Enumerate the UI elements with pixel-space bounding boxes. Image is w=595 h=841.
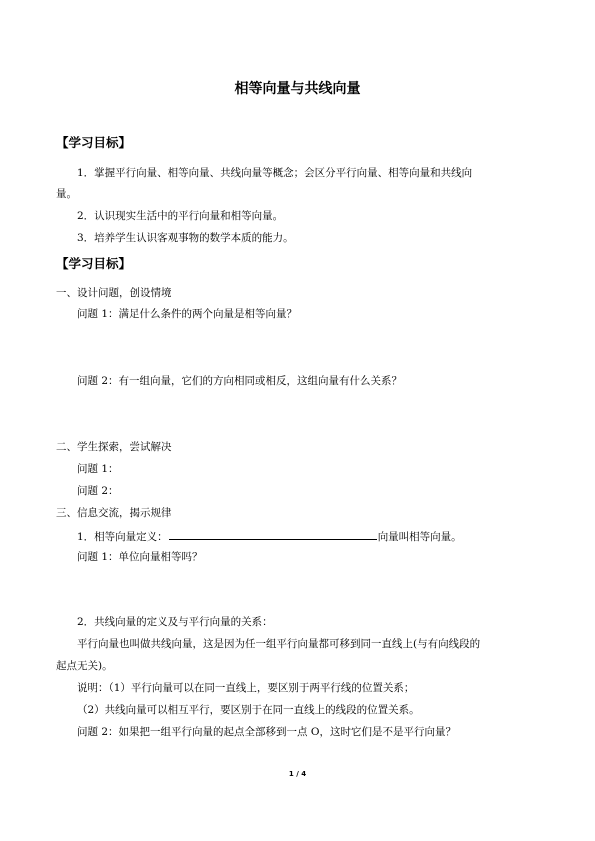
parallel-vector-paragraph: 平行向量也叫做共线向量，这是因为任一组平行向量都可移到同一直线上(与有向线段的 — [77, 638, 481, 650]
section-heading-goals: 【学习目标】 — [56, 135, 132, 150]
section-1-question-2: 问题 2：有一组向量，它们的方向相同或相反，这组向量有什么关系？ — [77, 375, 403, 387]
goal-item-1: 1．掌握平行向量、相等向量、共线向量等概念；会区分平行向量、相等向量和共线向 — [77, 167, 473, 179]
page-title: 相等向量与共线向量 — [234, 81, 361, 97]
definition-suffix: 向量叫相等向量。 — [377, 531, 462, 543]
section-heading-goals-2: 【学习目标】 — [56, 256, 132, 271]
section-3-question-2: 问题 2：如果把一组平行向量的起点全部移到一点 O，这时它们是不是平行向量？ — [77, 726, 456, 738]
section-1-question-1: 问题 1：满足什么条件的两个向量是相等向量？ — [77, 308, 298, 320]
equal-vector-definition — [77, 528, 462, 544]
definition-prefix: 1．相等向量定义： — [77, 531, 168, 543]
goal-item-2: 2．认识现实生活中的平行向量和相等向量。 — [77, 210, 284, 222]
section-3-title: 三、信息交流，揭示规律 — [56, 507, 172, 519]
section-2-title: 二、学生探索，尝试解决 — [56, 441, 172, 453]
goal-item-1-cont: 量。 — [56, 188, 77, 200]
section-3-question-1: 问题 1：单位向量相等吗？ — [77, 551, 203, 563]
section-3-item-2: 2．共线向量的定义及与平行向量的关系： — [77, 616, 273, 628]
page-number: 1 / 4 — [288, 770, 307, 778]
section-1-title: 一、设计问题，创设情境 — [56, 287, 172, 299]
section-2-question-1: 问题 1： — [77, 463, 119, 475]
fill-in-blank — [169, 528, 377, 540]
goal-item-3: 3．培养学生认识客观事物的数学本质的能力。 — [77, 232, 294, 244]
note-1: 说明：（1）平行向量可以在同一直线上，要区别于两平行线的位置关系； — [77, 682, 415, 694]
parallel-vector-paragraph-cont: 起点无关)。 — [56, 660, 113, 672]
section-2-question-2: 问题 2： — [77, 485, 119, 497]
note-2: （2）共线向量可以相互平行，要区别于在同一直线上的线段的位置关系。 — [77, 704, 420, 716]
